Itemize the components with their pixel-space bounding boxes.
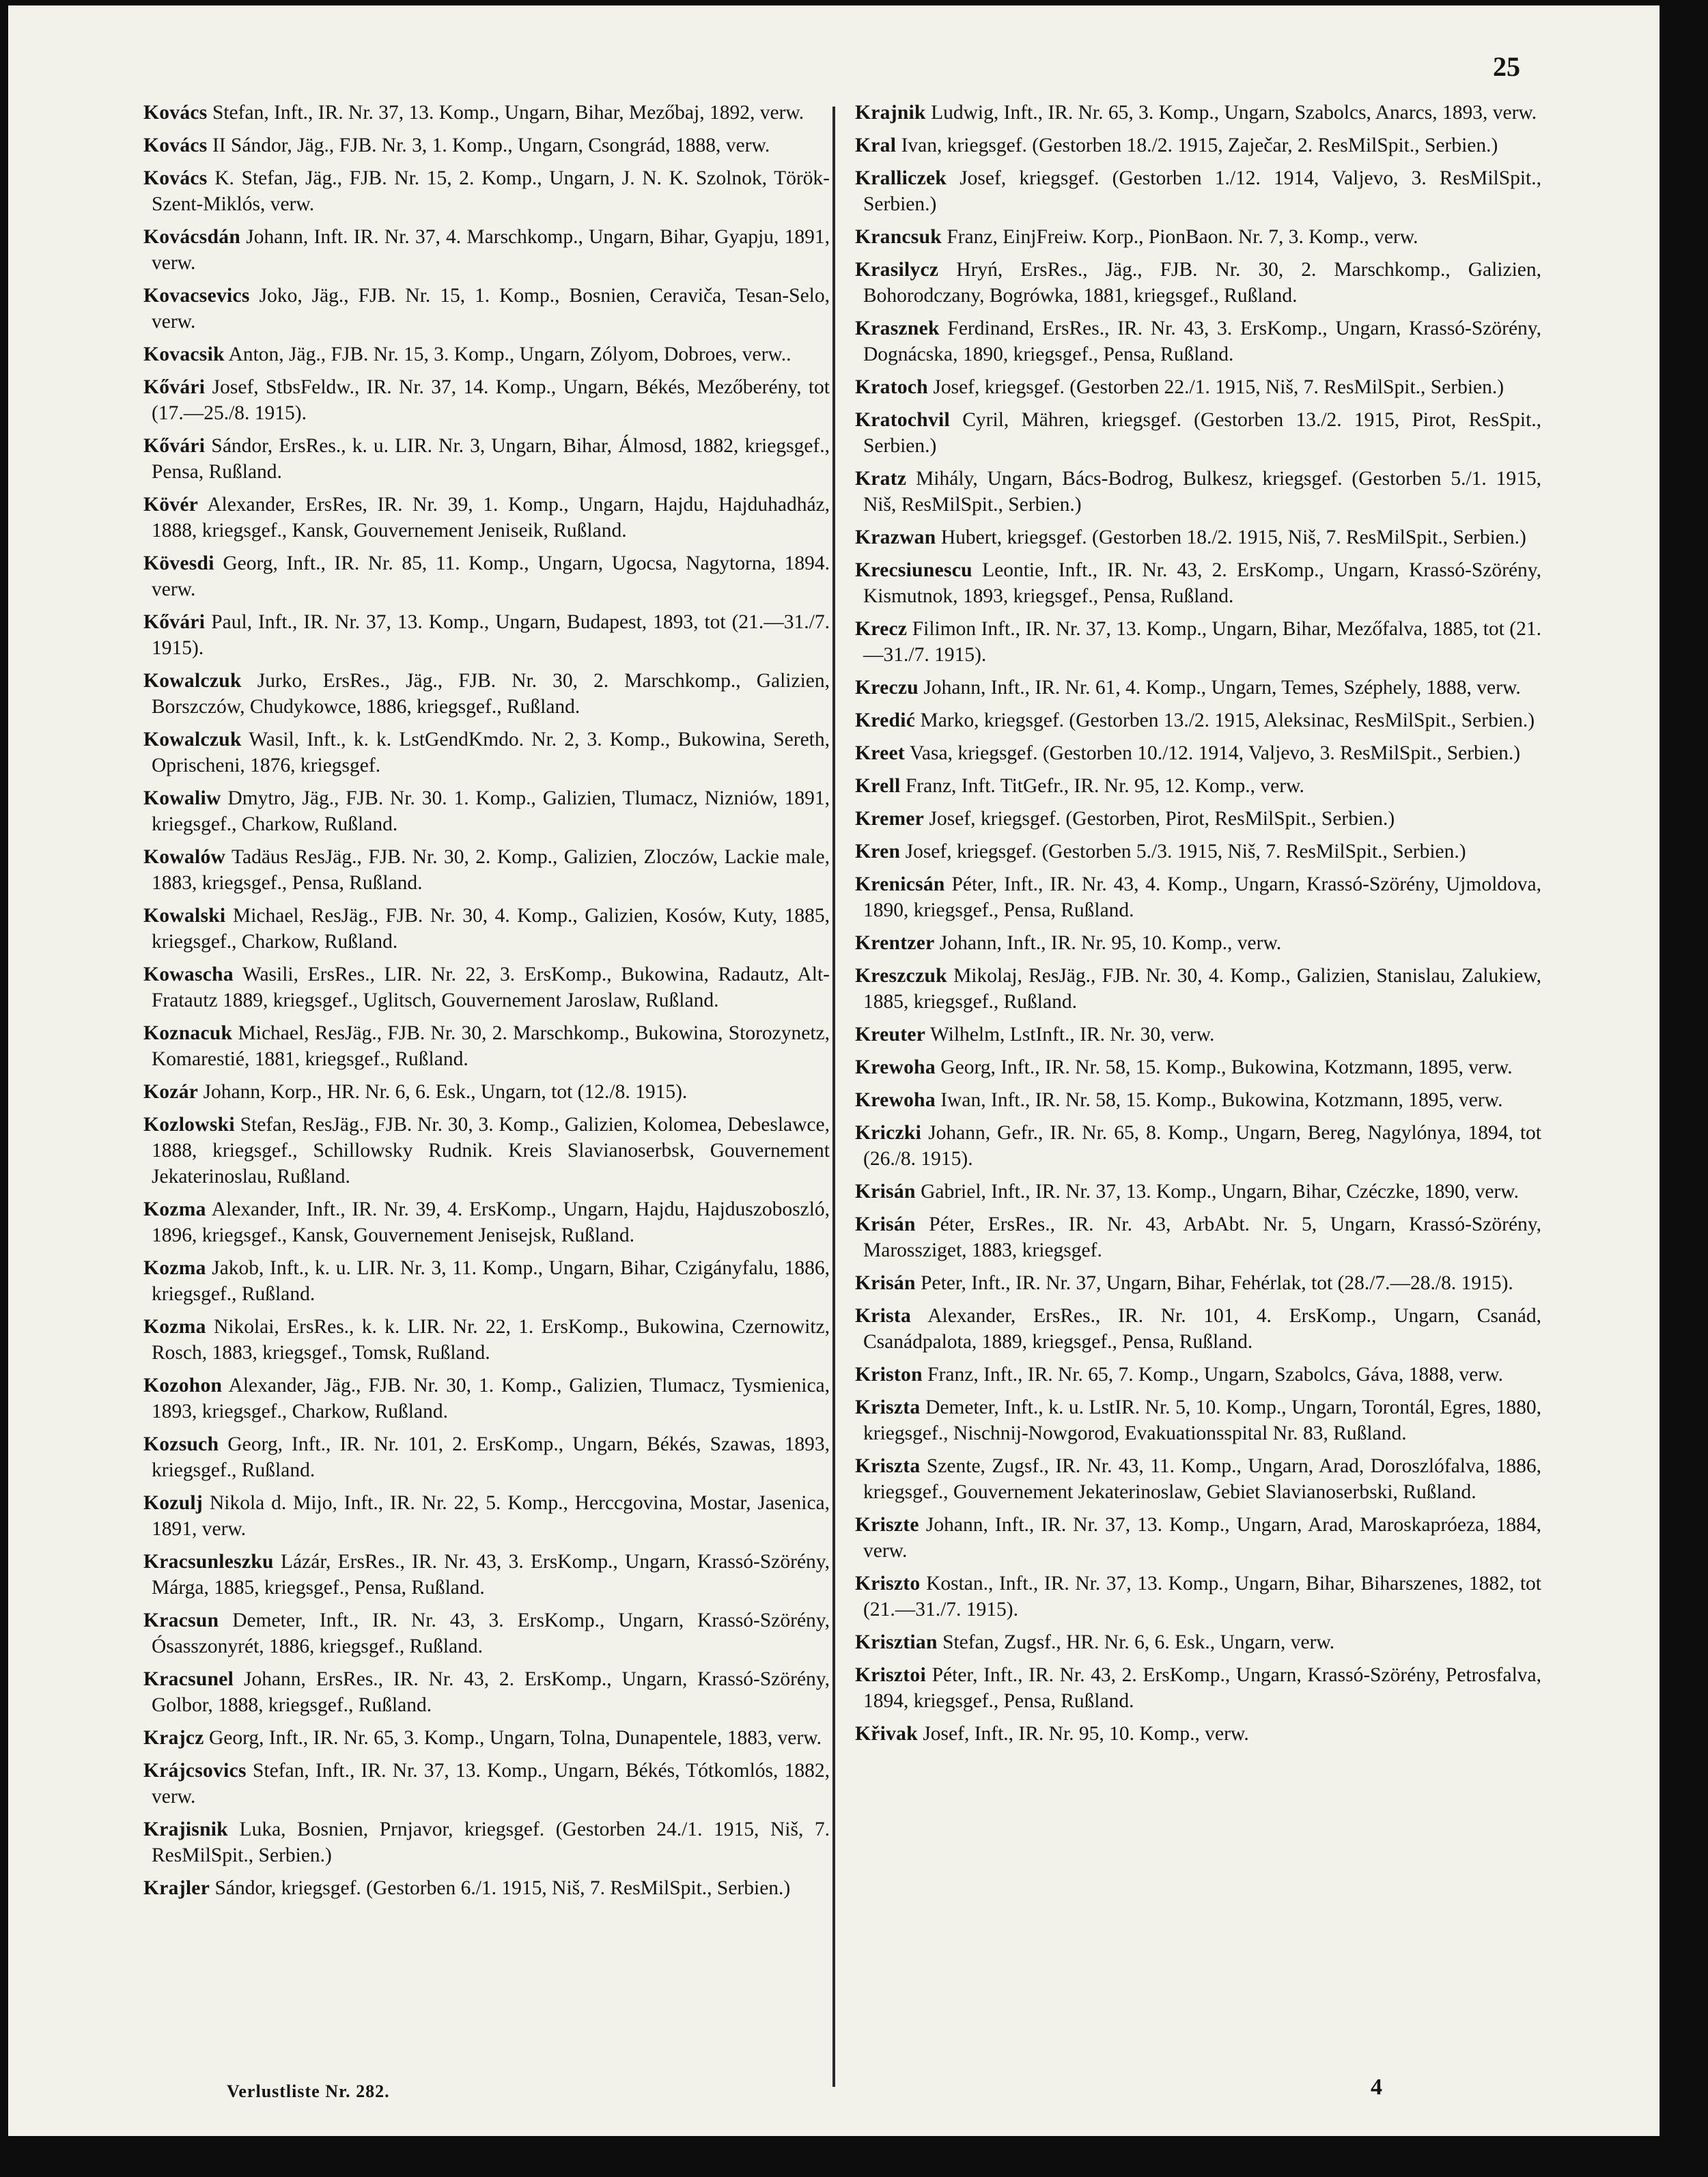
- register-entry: [143, 1607, 830, 1659]
- entry-details: Wilhelm, LstInft., IR. Nr. 30, verw.: [929, 1024, 1215, 1045]
- entry-surname: Krajcz: [143, 1727, 204, 1749]
- entry-details: Johann, Korp., HR. Nr. 6, 6. Esk., Ungarn, tot (12./8. 1915).: [203, 1081, 688, 1103]
- register-entry: [855, 132, 1541, 158]
- register-entry: [855, 1629, 1541, 1655]
- entry-details: Filimon Inft., IR. Nr. 37, 13. Komp., Ungarn, Bihar, Mezőfalva, 1885, tot (21.—31./7. 1915).: [863, 618, 1541, 666]
- entry-details: Josef, Inft., IR. Nr. 95, 10. Komp., verw.: [923, 1723, 1249, 1745]
- entry-surname: Krewoha: [855, 1089, 936, 1111]
- entry-details: Dmytro, Jäg., FJB. Nr. 30. 1. Komp., Galizien, Tlumacz, Nizniów, 1891, kriegsgef., Charkow, Rußland.: [152, 787, 830, 835]
- entry-details: Sándor, kriegsgef. (Gestorben 6./1. 1915, Niš, 7. ResMilSpit., Serbien.): [214, 1877, 791, 1899]
- entry-details: Josef, StbsFeldw., IR. Nr. 37, 14. Komp., Ungarn, Békés, Mezőberény, tot (17.—25./8. 1915).: [152, 376, 830, 424]
- entry-surname: Krazwan: [855, 526, 936, 548]
- entry-surname: Kremer: [855, 808, 925, 830]
- entry-surname: Krancsuk: [855, 226, 942, 248]
- entry-details: Alexander, Inft., IR. Nr. 39, 4. ErsKomp., Ungarn, Hajdu, Hajduszoboszló, 1896, kriegsgef., Kansk, Gouvernement Jenisejsk, Rußland.: [152, 1198, 830, 1246]
- entry-details: Jakob, Inft., k. u. LIR. Nr. 3, 11. Komp., Ungarn, Bihar, Czigányfalu, 1886, kriegsgef., Rußland.: [152, 1257, 830, 1305]
- register-entry: [855, 1662, 1541, 1714]
- entry-surname: Kriszta: [855, 1396, 921, 1418]
- entry-surname: Kovacsik: [143, 343, 225, 365]
- entry-surname: Kreszczuk: [855, 965, 947, 987]
- entry-surname: Kowalczuk: [143, 729, 242, 750]
- entry-surname: Kreet: [855, 742, 906, 764]
- register-entry: [143, 609, 830, 661]
- entry-surname: Kriszte: [855, 1514, 919, 1536]
- register-entry: [855, 740, 1541, 766]
- register-entry: [143, 492, 830, 544]
- entry-surname: Krisán: [855, 1181, 916, 1203]
- register-entry: [855, 930, 1541, 956]
- entry-surname: Kozohon: [143, 1375, 223, 1396]
- entry-details: Cyril, Mähren, kriegsgef. (Gestorben 13./2. 1915, Pirot, ResSpit., Serbien.): [863, 409, 1542, 457]
- register-entry: [143, 727, 830, 778]
- entry-details: Michael, ResJäg., FJB. Nr. 30, 4. Komp., Galizien, Kosów, Kuty, 1885, kriegsgef., Charkow, Rußland.: [152, 905, 830, 953]
- register-entry: [143, 1875, 830, 1901]
- right-column: [855, 100, 1541, 1754]
- entry-details: Stefan, Inft., IR. Nr. 37, 13. Komp., Ungarn, Bihar, Mezőbaj, 1892, verw.: [212, 102, 804, 124]
- register-entry: [855, 1453, 1541, 1505]
- register-entry: [143, 785, 830, 837]
- register-entry: [855, 1303, 1541, 1355]
- register-entry: [143, 668, 830, 720]
- register-entry: [855, 1054, 1541, 1080]
- entry-surname: Kozsuch: [143, 1433, 219, 1455]
- register-entry: [855, 466, 1541, 518]
- register-entry: [855, 407, 1541, 459]
- register-entry: [143, 132, 830, 158]
- entry-surname: Kren: [855, 841, 901, 862]
- entry-details: Michael, ResJäg., FJB. Nr. 30, 2. Marschkomp., Bukowina, Storozynetz, Komarestié, 1881, kriegsgef., Rußland.: [152, 1022, 830, 1070]
- entry-details: Wasil, Inft., k. k. LstGendKmdo. Nr. 2, 3. Komp., Bukowina, Sereth, Oprischeni, 1876, kriegsgef.: [152, 729, 830, 776]
- entry-surname: Kővári: [143, 611, 206, 633]
- entry-details: Josef, kriegsgef. (Gestorben 22./1. 1915, Niš, 7. ResMilSpit., Serbien.): [933, 376, 1504, 398]
- entry-surname: Kovacsevics: [143, 285, 250, 307]
- register-entry: [855, 1120, 1541, 1172]
- register-entry: [143, 1020, 830, 1072]
- entry-surname: Kriszto: [855, 1573, 921, 1595]
- register-entry: [855, 165, 1541, 217]
- entry-details: Joko, Jäg., FJB. Nr. 15, 1. Komp., Bosnien, Ceraviča, Tesan-Selo, verw.: [152, 285, 830, 333]
- entry-surname: Kowalski: [143, 905, 226, 927]
- entry-details: Paul, Inft., IR. Nr. 37, 13. Komp., Ungarn, Budapest, 1893, tot (21.—31./7. 1915).: [152, 611, 830, 659]
- register-entry: [143, 1666, 830, 1718]
- entry-surname: Kozma: [143, 1198, 206, 1220]
- entry-details: Hubert, kriegsgef. (Gestorben 18./2. 1915, Niš, 7. ResMilSpit., Serbien.): [940, 526, 1526, 548]
- register-entry: [143, 1079, 830, 1105]
- entry-details: Tadäus ResJäg., FJB. Nr. 30, 2. Komp., Galizien, Zloczów, Lackie male, 1883, kriegsgef., Pensa, Rußland.: [152, 846, 830, 894]
- entry-surname: Kral: [855, 135, 897, 156]
- entry-details: Vasa, kriegsgef. (Gestorben 10./12. 1914, Valjevo, 3. ResMilSpit., Serbien.): [909, 742, 1521, 764]
- register-entry: [855, 1270, 1541, 1296]
- entry-details: Mikolaj, ResJäg., FJB. Nr. 30, 4. Komp., Galizien, Stanislau, Zalukiew, 1885, kriegsgef., Rußland.: [863, 965, 1541, 1013]
- entry-surname: Kredić: [855, 710, 916, 731]
- entry-details: Georg, Inft., IR. Nr. 65, 3. Komp., Ungarn, Tolna, Dunapentele, 1883, verw.: [208, 1727, 822, 1749]
- register-entry: [143, 550, 830, 602]
- register-entry: [855, 616, 1541, 668]
- register-entry: [855, 524, 1541, 550]
- register-entry: [143, 283, 830, 335]
- entry-surname: Kratochvil: [855, 409, 951, 431]
- entry-details: Péter, Inft., IR. Nr. 43, 2. ErsKomp., Ungarn, Krassó-Szörény, Petrosfalva, 1894, kriegsgef., Pensa, Rußland.: [863, 1664, 1541, 1712]
- entry-details: Johann, Gefr., IR. Nr. 65, 8. Komp., Ungarn, Bereg, Nagylónya, 1894, tot (26./8. 1915).: [863, 1122, 1541, 1170]
- entry-surname: Kriczki: [855, 1122, 922, 1144]
- entry-surname: Krecsiunescu: [855, 559, 972, 581]
- register-entry: [855, 1721, 1541, 1747]
- register-entry: [855, 963, 1541, 1015]
- left-column: [143, 100, 830, 1908]
- entry-surname: Kővári: [143, 435, 206, 457]
- register-entry: [855, 224, 1541, 250]
- entry-surname: Křivak: [855, 1723, 918, 1745]
- register-entry: [143, 1373, 830, 1424]
- entry-details: Johann, Inft., IR. Nr. 37, 13. Komp., Ungarn, Arad, Maroskapróeza, 1884, verw.: [863, 1514, 1542, 1562]
- entry-details: Nikola d. Mijo, Inft., IR. Nr. 22, 5. Komp., Herccgovina, Mostar, Jasenica, 1891, verw.: [152, 1492, 830, 1540]
- register-entry: [855, 806, 1541, 832]
- entry-details: Ferdinand, ErsRes., IR. Nr. 43, 3. ErsKomp., Ungarn, Krassó-Szörény, Dognácska, 1890, kriegsgef., Pensa, Rußland.: [863, 318, 1541, 365]
- entry-surname: Kracsunleszku: [143, 1551, 274, 1573]
- entry-details: Franz, Inft. TitGefr., IR. Nr. 95, 12. Komp., verw.: [905, 775, 1304, 797]
- entry-details: Johann, ErsRes., IR. Nr. 43, 2. ErsKomp., Ungarn, Krassó-Szörény, Golbor, 1888, kriegsgef., Rußland.: [152, 1668, 830, 1716]
- entry-details: Anton, Jäg., FJB. Nr. 15, 3. Komp., Ungarn, Zólyom, Dobroes, verw..: [228, 343, 792, 365]
- entry-details: Josef, kriegsgef. (Gestorben 5./3. 1915, Niš, 7. ResMilSpit., Serbien.): [905, 841, 1466, 862]
- register-entry: [855, 1087, 1541, 1113]
- register-entry: [143, 100, 830, 126]
- entry-details: Franz, EinjFreiw. Korp., PionBaon. Nr. 7, 3. Komp., verw.: [947, 226, 1418, 248]
- register-entry: [855, 871, 1541, 923]
- entry-details: Georg, Inft., IR. Nr. 101, 2. ErsKomp., Ungarn, Békés, Szawas, 1893, kriegsgef., Rußland.: [152, 1433, 830, 1481]
- entry-details: Stefan, Inft., IR. Nr. 37, 13. Komp., Ungarn, Békés, Tótkomlós, 1882, verw.: [152, 1760, 830, 1808]
- register-entry: [143, 961, 830, 1013]
- entry-details: Marko, kriegsgef. (Gestorben 13./2. 1915, Aleksinac, ResMilSpit., Serbien.): [920, 710, 1535, 731]
- entry-surname: Kriston: [855, 1364, 923, 1386]
- entry-surname: Krajler: [143, 1877, 210, 1899]
- entry-surname: Kozma: [143, 1257, 206, 1279]
- entry-details: Ivan, kriegsgef. (Gestorben 18./2. 1915, Zaječar, 2. ResMilSpit., Serbien.): [901, 135, 1498, 156]
- register-entry: [143, 1196, 830, 1248]
- entry-surname: Krecz: [855, 618, 908, 640]
- register-entry: [143, 341, 830, 367]
- entry-surname: Koznacuk: [143, 1022, 233, 1044]
- entry-surname: Kowaliw: [143, 787, 221, 809]
- entry-details: Leontie, Inft., IR. Nr. 43, 2. ErsKomp., Ungarn, Krassó-Szörény, Kismutnok, 1893, kriegsgef., Pensa, Rußland.: [863, 559, 1542, 607]
- register-entry: [855, 374, 1541, 400]
- register-entry: [143, 374, 830, 426]
- register-entry: [855, 100, 1541, 126]
- entry-surname: Kovács: [143, 167, 208, 189]
- entry-details: Nikolai, ErsRes., k. k. LIR. Nr. 22, 1. ErsKomp., Bukowina, Czernowitz, Rosch, 1883, kriegsgef., Tomsk, Rußland.: [152, 1316, 830, 1364]
- register-entry: [143, 1314, 830, 1366]
- entry-surname: Kővári: [143, 376, 206, 398]
- entry-details: K. Stefan, Jäg., FJB. Nr. 15, 2. Komp., Ungarn, J. N. K. Szolnok, Török-Szent-Miklós, verw.: [152, 167, 830, 215]
- entry-surname: Kracsunel: [143, 1668, 234, 1690]
- entry-surname: Kovácsdán: [143, 226, 241, 248]
- register-entry: [855, 1211, 1541, 1263]
- entry-surname: Kowalów: [143, 846, 226, 868]
- entry-surname: Kovács: [143, 135, 208, 156]
- entry-surname: Kövesdi: [143, 552, 214, 574]
- register-entry: [855, 315, 1541, 367]
- entry-details: Gabriel, Inft., IR. Nr. 37, 13. Komp., Ungarn, Bihar, Czéczke, 1890, verw.: [921, 1181, 1520, 1203]
- entry-surname: Kozma: [143, 1316, 206, 1338]
- register-entry: [855, 1512, 1541, 1564]
- entry-surname: Krista: [855, 1305, 912, 1327]
- register-entry: [855, 1022, 1541, 1048]
- entry-details: Stefan, ResJäg., FJB. Nr. 30, 3. Komp., Galizien, Kolomea, Debeslawce, 1888, kriegsgef., Schillowsky Rudnik. Kreis Slavianoserbsk, Gouvernement Jekaterinoslau, Rußland.: [152, 1114, 830, 1188]
- entry-surname: Kreczu: [855, 677, 919, 699]
- entry-details: Mihály, Ungarn, Bács-Bodrog, Bulkesz, kriegsgef. (Gestorben 5./1. 1915, Niš, ResMilSpit., Serbien.): [863, 468, 1542, 516]
- entry-details: Peter, Inft., IR. Nr. 37, Ungarn, Bihar, Fehérlak, tot (28./7.—28./8. 1915).: [921, 1272, 1513, 1294]
- entry-details: Josef, kriegsgef. (Gestorben 1./12. 1914, Valjevo, 3. ResMilSpit., Serbien.): [863, 167, 1542, 215]
- entry-surname: Krájcsovics: [143, 1760, 247, 1782]
- entry-surname: Kriszta: [855, 1455, 921, 1477]
- entry-details: Alexander, ErsRes, IR. Nr. 39, 1. Komp., Ungarn, Hajdu, Hajduhadház, 1888, kriegsgef., Kansk, Gouvernement Jeniseik, Rußland.: [152, 494, 830, 542]
- entry-surname: Kowascha: [143, 964, 234, 985]
- entry-details: Jurko, ErsRes., Jäg., FJB. Nr. 30, 2. Marschkomp., Galizien, Borszczów, Chudykowce, 1886, kriegsgef., Rußland.: [152, 670, 830, 718]
- footer-list-label: Verlustliste Nr. 282.: [227, 2081, 390, 2101]
- entry-details: Alexander, Jäg., FJB. Nr. 30, 1. Komp., Galizien, Tlumacz, Tysmienica, 1893, kriegsgef., Charkow, Rußland.: [152, 1375, 830, 1422]
- entry-surname: Kowalczuk: [143, 670, 242, 692]
- entry-details: Georg, Inft., IR. Nr. 58, 15. Komp., Bukowina, Kotzmann, 1895, verw.: [940, 1056, 1513, 1078]
- entry-details: Péter, ErsRes., IR. Nr. 43, ArbAbt. Nr. 5, Ungarn, Krassó-Szörény, Marossziget, 1883, kriegsgef.: [863, 1213, 1542, 1261]
- entry-surname: Kozlowski: [143, 1114, 235, 1136]
- entry-surname: Kövér: [143, 494, 199, 516]
- register-entry: [143, 1490, 830, 1542]
- entry-details: Kostan., Inft., IR. Nr. 37, 13. Komp., Ungarn, Bihar, Biharszenes, 1882, tot (21.—31./7. 1915).: [863, 1573, 1542, 1620]
- register-entry: [143, 1255, 830, 1307]
- entry-surname: Krasilycz: [855, 259, 939, 281]
- entry-details: Wasili, ErsRes., LIR. Nr. 22, 3. ErsKomp., Bukowina, Radautz, Alt-Fratautz 1889, kriegsgef., Uglitsch, Gouvernement Jaroslaw, Rußland.: [152, 964, 830, 1011]
- entry-surname: Krell: [855, 775, 901, 797]
- register-entry: [855, 839, 1541, 865]
- entry-details: Demeter, Inft., IR. Nr. 43, 3. ErsKomp., Ungarn, Krassó-Szörény, Ósasszonyrét, 1886, kriegsgef., Rußland.: [152, 1610, 830, 1657]
- entry-surname: Krajisnik: [143, 1818, 228, 1840]
- entry-details: Alexander, ErsRes., IR. Nr. 101, 4. ErsKomp., Ungarn, Csanád, Csanádpalota, 1889, kriegsgef., Pensa, Rußland.: [863, 1305, 1541, 1353]
- register-entry: [855, 773, 1541, 799]
- register-entry: [143, 1549, 830, 1601]
- register-entry: [143, 1725, 830, 1751]
- entry-surname: Krentzer: [855, 932, 935, 954]
- document-page: [8, 5, 1660, 2136]
- entry-details: Ludwig, Inft., IR. Nr. 65, 3. Komp., Ungarn, Szabolcs, Anarcs, 1893, verw.: [931, 102, 1537, 124]
- entry-details: Franz, Inft., IR. Nr. 65, 7. Komp., Ungarn, Szabolcs, Gáva, 1888, verw.: [927, 1364, 1503, 1386]
- entry-surname: Krisztoi: [855, 1664, 926, 1686]
- entry-surname: Krewoha: [855, 1056, 936, 1078]
- entry-surname: Kovács: [143, 102, 208, 124]
- entry-details: Hryń, ErsRes., Jäg., FJB. Nr. 30, 2. Marschkomp., Galizien, Bohorodczany, Bogrówka, 1881, kriegsgef., Rußland.: [863, 259, 1542, 307]
- register-entry: [855, 1394, 1541, 1446]
- entry-surname: Kratoch: [855, 376, 928, 398]
- entry-details: Georg, Inft., IR. Nr. 85, 11. Komp., Ungarn, Ugocsa, Nagytorna, 1894. verw.: [152, 552, 830, 600]
- entry-details: Iwan, Inft., IR. Nr. 58, 15. Komp., Bukowina, Kotzmann, 1895, verw.: [940, 1089, 1503, 1111]
- entry-details: Péter, Inft., IR. Nr. 43, 4. Komp., Ungarn, Krassó-Szörény, Ujmoldova, 1890, kriegsgef., Pensa, Rußland.: [863, 873, 1541, 921]
- register-entry: [855, 557, 1541, 609]
- entry-surname: Kozulj: [143, 1492, 204, 1514]
- entry-surname: Kralliczek: [855, 167, 947, 189]
- entry-surname: Krasznek: [855, 318, 940, 339]
- register-entry: [143, 433, 830, 485]
- column-divider: [832, 107, 835, 2087]
- register-entry: [143, 844, 830, 896]
- entry-details: Johann, Inft. IR. Nr. 37, 4. Marschkomp., Ungarn, Bihar, Gyapju, 1891, verw.: [152, 226, 830, 274]
- entry-surname: Krajnik: [855, 102, 926, 124]
- entry-details: Johann, Inft., IR. Nr. 95, 10. Komp., verw.: [939, 932, 1282, 954]
- register-entry: [143, 165, 830, 217]
- entry-details: Lázár, ErsRes., IR. Nr. 43, 3. ErsKomp., Ungarn, Krassó-Szörény, Márga, 1885, kriegsgef., Pensa, Rußland.: [152, 1551, 830, 1599]
- entry-surname: Kreuter: [855, 1024, 926, 1045]
- register-entry: [855, 675, 1541, 701]
- entry-surname: Kozár: [143, 1081, 199, 1103]
- entry-details: Luka, Bosnien, Prnjavor, kriegsgef. (Gestorben 24./1. 1915, Niš, 7. ResMilSpit., Serbien.): [152, 1818, 830, 1866]
- entry-surname: Krisán: [855, 1213, 916, 1235]
- register-entry: [855, 1179, 1541, 1205]
- register-entry: [143, 1112, 830, 1190]
- register-entry: [143, 1816, 830, 1868]
- register-entry: [855, 707, 1541, 733]
- register-entry: [855, 257, 1541, 309]
- entry-surname: Krenicsán: [855, 873, 945, 895]
- register-entry: [855, 1571, 1541, 1623]
- entry-details: Johann, Inft., IR. Nr. 61, 4. Komp., Ungarn, Temes, Széphely, 1888, verw.: [923, 677, 1521, 699]
- entry-details: Josef, kriegsgef. (Gestorben, Pirot, ResMilSpit., Serbien.): [929, 808, 1395, 830]
- entry-surname: Krisztian: [855, 1631, 938, 1653]
- footer-sheet-number: 4: [1371, 2075, 1383, 2100]
- entry-surname: Krisán: [855, 1272, 916, 1294]
- register-entry: [855, 1362, 1541, 1388]
- entry-details: Demeter, Inft., k. u. LstIR. Nr. 5, 10. Komp., Ungarn, Torontál, Egres, 1880, kriegsgef., Nischnij-Nowgorod, Evakuationsspital Nr. 83, Rußland.: [863, 1396, 1541, 1444]
- register-entry: [143, 1431, 830, 1483]
- entry-surname: Kratz: [855, 468, 907, 490]
- entry-details: Stefan, Zugsf., HR. Nr. 6, 6. Esk., Ungarn, verw.: [942, 1631, 1335, 1653]
- entry-surname: Kracsun: [143, 1610, 219, 1631]
- entry-details: II Sándor, Jäg., FJB. Nr. 3, 1. Komp., Ungarn, Csongrád, 1888, verw.: [212, 135, 770, 156]
- register-entry: [143, 224, 830, 276]
- page-number: 25: [1493, 51, 1520, 82]
- register-entry: [143, 1758, 830, 1810]
- entry-details: Sándor, ErsRes., k. u. LIR. Nr. 3, Ungarn, Bihar, Álmosd, 1882, kriegsgef., Pensa, Rußland.: [152, 435, 830, 483]
- entry-details: Szente, Zugsf., IR. Nr. 43, 11. Komp., Ungarn, Arad, Doroszlófalva, 1886, kriegsgef., Gouvernement Jekaterinoslaw, Gebiet Slavianoserbski, Rußland.: [863, 1455, 1542, 1503]
- register-entry: [143, 903, 830, 955]
